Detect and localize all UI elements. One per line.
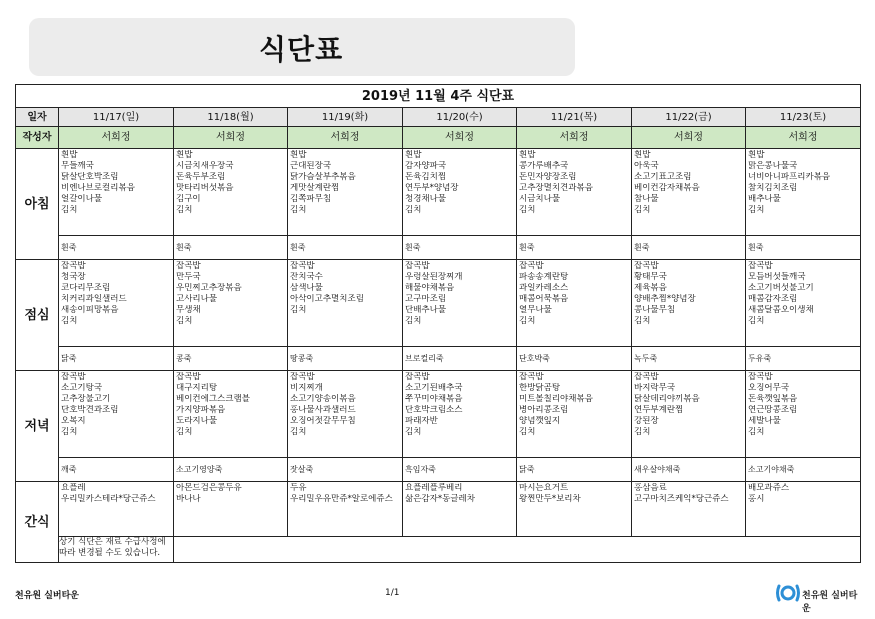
snack-item: 요플레 bbox=[61, 483, 86, 493]
dinner-cell bbox=[403, 371, 517, 458]
lunch-item: 삼색나물 bbox=[290, 283, 323, 293]
dinner-item: 베이컨에그스크램블 bbox=[176, 394, 250, 404]
lunch-item: 콩나물무침 bbox=[634, 305, 676, 315]
dinner-label: 저녁 bbox=[16, 371, 59, 482]
dinner-item: 김치 bbox=[290, 427, 307, 437]
page-title: 식단표 bbox=[259, 33, 344, 66]
breakfast-cell bbox=[632, 149, 746, 236]
dinner-item: 바지락무국 bbox=[634, 383, 676, 393]
lunch-item: 새콤달콤오이생채 bbox=[748, 305, 814, 315]
lunch-item: 매콤감자조림 bbox=[748, 294, 798, 304]
lunch-cell bbox=[288, 260, 403, 347]
breakfast-item: 김치 bbox=[61, 205, 78, 215]
lunch-label: 점심 bbox=[16, 260, 59, 371]
dinner-item: 비지찌개 bbox=[290, 383, 323, 393]
snack-cell bbox=[517, 482, 632, 537]
dinner-item: 김치 bbox=[61, 427, 78, 437]
breakfast-item: 돈민자양장조림 bbox=[519, 172, 577, 182]
breakfast-item: 김치 bbox=[176, 205, 193, 215]
lunch-item: 황태무국 bbox=[634, 272, 667, 282]
lunch-cell bbox=[59, 260, 174, 347]
lunch-item: 해물야채볶음 bbox=[405, 283, 455, 293]
snack-item: 우리밀우유만쥬*알로에쥬스 bbox=[290, 494, 393, 504]
dinner-porridge-cell: 잣살죽 bbox=[288, 458, 403, 482]
footer-organization: 천유원 실버타운 bbox=[15, 591, 79, 601]
dinner-cell bbox=[288, 371, 403, 458]
dinner-item: 도라지나물 bbox=[176, 416, 218, 426]
lunch-porridge-cell: 녹두죽 bbox=[632, 347, 746, 371]
date-cell: 11/19(화) bbox=[288, 108, 403, 127]
dinner-item: 김치 bbox=[519, 427, 536, 437]
dinner-porridge-cell: 소고기영양죽 bbox=[174, 458, 288, 482]
breakfast-item: 참치김치조림 bbox=[748, 183, 798, 193]
lunch-item: 치커리과일샐러드 bbox=[61, 294, 127, 304]
menu-table bbox=[15, 84, 861, 563]
breakfast-item: 무들깨국 bbox=[61, 161, 94, 171]
dinner-porridge-cell: 소고기야채죽 bbox=[746, 458, 861, 482]
breakfast-item: 흰밥 bbox=[634, 150, 651, 160]
dinner-item: 오복지 bbox=[61, 416, 86, 426]
breakfast-porridge-cell: 흰죽 bbox=[288, 236, 403, 260]
breakfast-item: 시금치나물 bbox=[519, 194, 561, 204]
author-cell: 서희정 bbox=[174, 127, 288, 149]
breakfast-item: 김구이 bbox=[176, 194, 201, 204]
lunch-item: 소고기버섯불고기 bbox=[748, 283, 814, 293]
breakfast-item: 고추장멸치견과볶음 bbox=[519, 183, 593, 193]
breakfast-item: 김치 bbox=[519, 205, 536, 215]
date-cell: 11/22(금) bbox=[632, 108, 746, 127]
author-cell: 서희정 bbox=[59, 127, 174, 149]
lunch-porridge-cell: 두유죽 bbox=[746, 347, 861, 371]
dinner-item: 오징어젓갈무무침 bbox=[290, 416, 356, 426]
breakfast-item: 김치 bbox=[634, 205, 651, 215]
lunch-cell bbox=[632, 260, 746, 347]
page-title-box bbox=[29, 18, 575, 76]
lunch-item: 김치 bbox=[290, 305, 307, 315]
breakfast-cell bbox=[288, 149, 403, 236]
dinner-item: 파래자반 bbox=[405, 416, 438, 426]
lunch-item: 청국장 bbox=[61, 272, 86, 282]
lunch-item: 제육볶음 bbox=[634, 283, 667, 293]
breakfast-item: 흰밥 bbox=[405, 150, 422, 160]
lunch-cell bbox=[174, 260, 288, 347]
lunch-item: 김치 bbox=[61, 316, 78, 326]
lunch-item: 김치 bbox=[519, 316, 536, 326]
lunch-porridge-cell: 단호박죽 bbox=[517, 347, 632, 371]
lunch-item: 잡곡밥 bbox=[61, 261, 86, 271]
lunch-porridge-cell: 닭죽 bbox=[59, 347, 174, 371]
breakfast-cell bbox=[59, 149, 174, 236]
dinner-item: 한방닭곰탕 bbox=[519, 383, 561, 393]
snack-label: 간식 bbox=[16, 482, 59, 563]
breakfast-item: 시금치새우장국 bbox=[176, 161, 234, 171]
lunch-item: 잡곡밥 bbox=[748, 261, 773, 271]
author-cell: 서희정 bbox=[403, 127, 517, 149]
lunch-item: 김치 bbox=[405, 316, 422, 326]
breakfast-item: 감자양파국 bbox=[405, 161, 447, 171]
lunch-item: 새송이피망볶음 bbox=[61, 305, 119, 315]
snack-item: 홍시 bbox=[748, 494, 765, 504]
snack-item: 삶은감자*동글레차 bbox=[405, 494, 475, 504]
breakfast-item: 닭가슴살부추볶음 bbox=[290, 172, 356, 182]
lunch-item: 잔치국수 bbox=[290, 272, 323, 282]
dinner-item: 잡곡밥 bbox=[405, 372, 430, 382]
breakfast-item: 게맛살계란찜 bbox=[290, 183, 340, 193]
breakfast-item: 흰밥 bbox=[61, 150, 78, 160]
dinner-cell bbox=[174, 371, 288, 458]
dinner-item: 강된장 bbox=[634, 416, 659, 426]
snack-cell bbox=[746, 482, 861, 537]
dinner-item: 소고기탕국 bbox=[61, 383, 103, 393]
lunch-item: 잡곡밥 bbox=[290, 261, 315, 271]
lunch-item: 고구마조림 bbox=[405, 294, 447, 304]
dinner-item: 김치 bbox=[176, 427, 193, 437]
breakfast-cell bbox=[403, 149, 517, 236]
lunch-item: 고사리나물 bbox=[176, 294, 218, 304]
dinner-item: 연두부계란찜 bbox=[634, 405, 684, 415]
lunch-item: 열무나물 bbox=[519, 305, 552, 315]
dinner-item: 김치 bbox=[748, 427, 765, 437]
dinner-cell bbox=[632, 371, 746, 458]
breakfast-item: 근대된장국 bbox=[290, 161, 332, 171]
breakfast-item: 참나물 bbox=[634, 194, 659, 204]
dinner-item: 잡곡밥 bbox=[634, 372, 659, 382]
breakfast-item: 흰밥 bbox=[290, 150, 307, 160]
breakfast-item: 비엔나브로컬리볶음 bbox=[61, 183, 135, 193]
lunch-item: 김치 bbox=[748, 316, 765, 326]
logo-icon bbox=[775, 582, 801, 604]
dinner-item: 김치 bbox=[634, 427, 651, 437]
lunch-item: 매콤어묵볶음 bbox=[519, 294, 569, 304]
dinner-cell bbox=[517, 371, 632, 458]
breakfast-item: 돈육김치찜 bbox=[405, 172, 447, 182]
breakfast-porridge-cell: 흰죽 bbox=[59, 236, 174, 260]
lunch-item: 잡곡밥 bbox=[405, 261, 430, 271]
author-cell: 서희정 bbox=[632, 127, 746, 149]
snack-cell bbox=[403, 482, 517, 537]
dinner-porridge-cell: 새우살야채죽 bbox=[632, 458, 746, 482]
dinner-item: 잡곡밥 bbox=[519, 372, 544, 382]
date-cell: 11/21(목) bbox=[517, 108, 632, 127]
breakfast-item: 김치 bbox=[748, 205, 765, 215]
dinner-item: 단호박견과조림 bbox=[61, 405, 119, 415]
dinner-item: 홍나물사과샐러드 bbox=[290, 405, 356, 415]
lunch-item: 만두국 bbox=[176, 272, 201, 282]
snack-item: 마시는요거트 bbox=[519, 483, 569, 493]
dinner-item: 단호박크림소스 bbox=[405, 405, 463, 415]
breakfast-item: 너비아니파프리카볶음 bbox=[748, 172, 831, 182]
breakfast-item: 김치 bbox=[405, 205, 422, 215]
dinner-item: 고추장불고기 bbox=[61, 394, 111, 404]
snack-item: 고구마치즈케익*당근쥬스 bbox=[634, 494, 729, 504]
dinner-item: 병아리콩조림 bbox=[519, 405, 569, 415]
dinner-item: 닭살데리야끼볶음 bbox=[634, 394, 700, 404]
dinner-item: 쭈꾸미야채볶음 bbox=[405, 394, 463, 404]
dinner-porridge-cell: 닭죽 bbox=[517, 458, 632, 482]
dinner-item: 양념깻잎지 bbox=[519, 416, 561, 426]
footer-logo bbox=[775, 582, 865, 614]
lunch-item: 과일카레소스 bbox=[519, 283, 569, 293]
breakfast-item: 닭살단호박조림 bbox=[61, 172, 119, 182]
dinner-item: 돈육깻잎볶음 bbox=[748, 394, 798, 404]
logo-text: 천유원 실버타운 bbox=[802, 591, 858, 614]
date-cell: 11/18(월) bbox=[174, 108, 288, 127]
menu-banner: 2019년 11월 4주 식단표 bbox=[16, 85, 861, 108]
lunch-item: 코다리무조림 bbox=[61, 283, 111, 293]
page-number: 1/1 bbox=[385, 588, 400, 598]
breakfast-item: 돈육두부조림 bbox=[176, 172, 226, 182]
dinner-cell bbox=[746, 371, 861, 458]
author-cell: 서희정 bbox=[517, 127, 632, 149]
date-cell: 11/17(일) bbox=[59, 108, 174, 127]
snack-cell bbox=[59, 482, 174, 537]
dinner-item: 잡곡밥 bbox=[176, 372, 201, 382]
lunch-cell bbox=[403, 260, 517, 347]
breakfast-item: 김쪽파무침 bbox=[290, 194, 332, 204]
author-cell: 서희정 bbox=[746, 127, 861, 149]
snack-item: 요플레플루베리 bbox=[405, 483, 463, 493]
dinner-item: 가지양파볶음 bbox=[176, 405, 226, 415]
snack-item: 왕찐만두*보리차 bbox=[519, 494, 581, 504]
lunch-item: 모듬버섯들깨국 bbox=[748, 272, 806, 282]
lunch-item: 단배추나물 bbox=[405, 305, 447, 315]
breakfast-item: 얼갈이나물 bbox=[61, 194, 103, 204]
lunch-porridge-cell: 브로컬리죽 bbox=[403, 347, 517, 371]
breakfast-item: 맛타리버섯볶음 bbox=[176, 183, 234, 193]
snack-item: 배모과쥬스 bbox=[748, 483, 790, 493]
date-cell: 11/23(토) bbox=[746, 108, 861, 127]
lunch-item: 무생채 bbox=[176, 305, 201, 315]
dinner-item: 세발나물 bbox=[748, 416, 781, 426]
breakfast-porridge-cell: 흰죽 bbox=[517, 236, 632, 260]
breakfast-item: 아욱국 bbox=[634, 161, 659, 171]
lunch-item: 잡곡밥 bbox=[519, 261, 544, 271]
lunch-cell bbox=[746, 260, 861, 347]
snack-item: 홍삼음료 bbox=[634, 483, 667, 493]
breakfast-item: 흰밥 bbox=[748, 150, 765, 160]
breakfast-cell bbox=[746, 149, 861, 236]
date-label: 일자 bbox=[16, 108, 59, 127]
lunch-item: 파송송계란탕 bbox=[519, 272, 569, 282]
author-cell: 서희정 bbox=[288, 127, 403, 149]
lunch-item: 잡곡밥 bbox=[634, 261, 659, 271]
breakfast-item: 맑은콩나물국 bbox=[748, 161, 798, 171]
breakfast-item: 콩가루배추국 bbox=[519, 161, 569, 171]
dinner-porridge-cell: 흑임자죽 bbox=[403, 458, 517, 482]
dinner-item: 소고기양송이볶음 bbox=[290, 394, 356, 404]
breakfast-label: 아침 bbox=[16, 149, 59, 260]
lunch-item: 김치 bbox=[634, 316, 651, 326]
breakfast-item: 흰밥 bbox=[519, 150, 536, 160]
snack-item: 아몬드검은콩두유 bbox=[176, 483, 242, 493]
dinner-cell bbox=[59, 371, 174, 458]
dinner-item: 김치 bbox=[405, 427, 422, 437]
lunch-item: 양배추찜*양념장 bbox=[634, 294, 696, 304]
lunch-item: 우렁살된장찌개 bbox=[405, 272, 463, 282]
dinner-item: 미트볼칠리야채볶음 bbox=[519, 394, 593, 404]
note-filler bbox=[174, 537, 861, 563]
lunch-cell bbox=[517, 260, 632, 347]
lunch-item: 잡곡밥 bbox=[176, 261, 201, 271]
breakfast-item: 베이컨감자채볶음 bbox=[634, 183, 700, 193]
date-cell: 11/20(수) bbox=[403, 108, 517, 127]
dinner-item: 잡곡밥 bbox=[290, 372, 315, 382]
lunch-item: 김치 bbox=[176, 316, 193, 326]
dinner-porridge-cell: 깨죽 bbox=[59, 458, 174, 482]
snack-cell bbox=[632, 482, 746, 537]
snack-cell bbox=[288, 482, 403, 537]
breakfast-cell bbox=[174, 149, 288, 236]
lunch-porridge-cell: 콩죽 bbox=[174, 347, 288, 371]
breakfast-porridge-cell: 흰죽 bbox=[632, 236, 746, 260]
breakfast-porridge-cell: 흰죽 bbox=[403, 236, 517, 260]
dinner-item: 대구지리탕 bbox=[176, 383, 218, 393]
breakfast-item: 김치 bbox=[290, 205, 307, 215]
snack-item: 두유 bbox=[290, 483, 307, 493]
breakfast-porridge-cell: 흰죽 bbox=[174, 236, 288, 260]
dinner-item: 소고기된배추국 bbox=[405, 383, 463, 393]
dinner-item: 연근땅콩조림 bbox=[748, 405, 798, 415]
breakfast-porridge-cell: 흰죽 bbox=[746, 236, 861, 260]
breakfast-cell bbox=[517, 149, 632, 236]
author-label: 작성자 bbox=[16, 127, 59, 149]
snack-item: 우리밀카스테라*당근쥬스 bbox=[61, 494, 156, 504]
breakfast-item: 흰밥 bbox=[176, 150, 193, 160]
snack-cell bbox=[174, 482, 288, 537]
dinner-item: 오징어무국 bbox=[748, 383, 790, 393]
lunch-item: 우민찌고추장볶음 bbox=[176, 283, 242, 293]
lunch-porridge-cell: 땅콩죽 bbox=[288, 347, 403, 371]
lunch-item: 아삭이고추멸치조림 bbox=[290, 294, 364, 304]
dinner-item: 잡곡밥 bbox=[61, 372, 86, 382]
breakfast-item: 배추나물 bbox=[748, 194, 781, 204]
breakfast-item: 청경채나물 bbox=[405, 194, 447, 204]
breakfast-item: 연두부*양념장 bbox=[405, 183, 459, 193]
dinner-item: 잡곡밥 bbox=[748, 372, 773, 382]
breakfast-item: 소고기표고조림 bbox=[634, 172, 692, 182]
menu-note: 상기 식단은 재료 수급사정에 따라 변경될 수도 있습니다. bbox=[59, 537, 174, 563]
snack-item: 바나나 bbox=[176, 494, 201, 504]
